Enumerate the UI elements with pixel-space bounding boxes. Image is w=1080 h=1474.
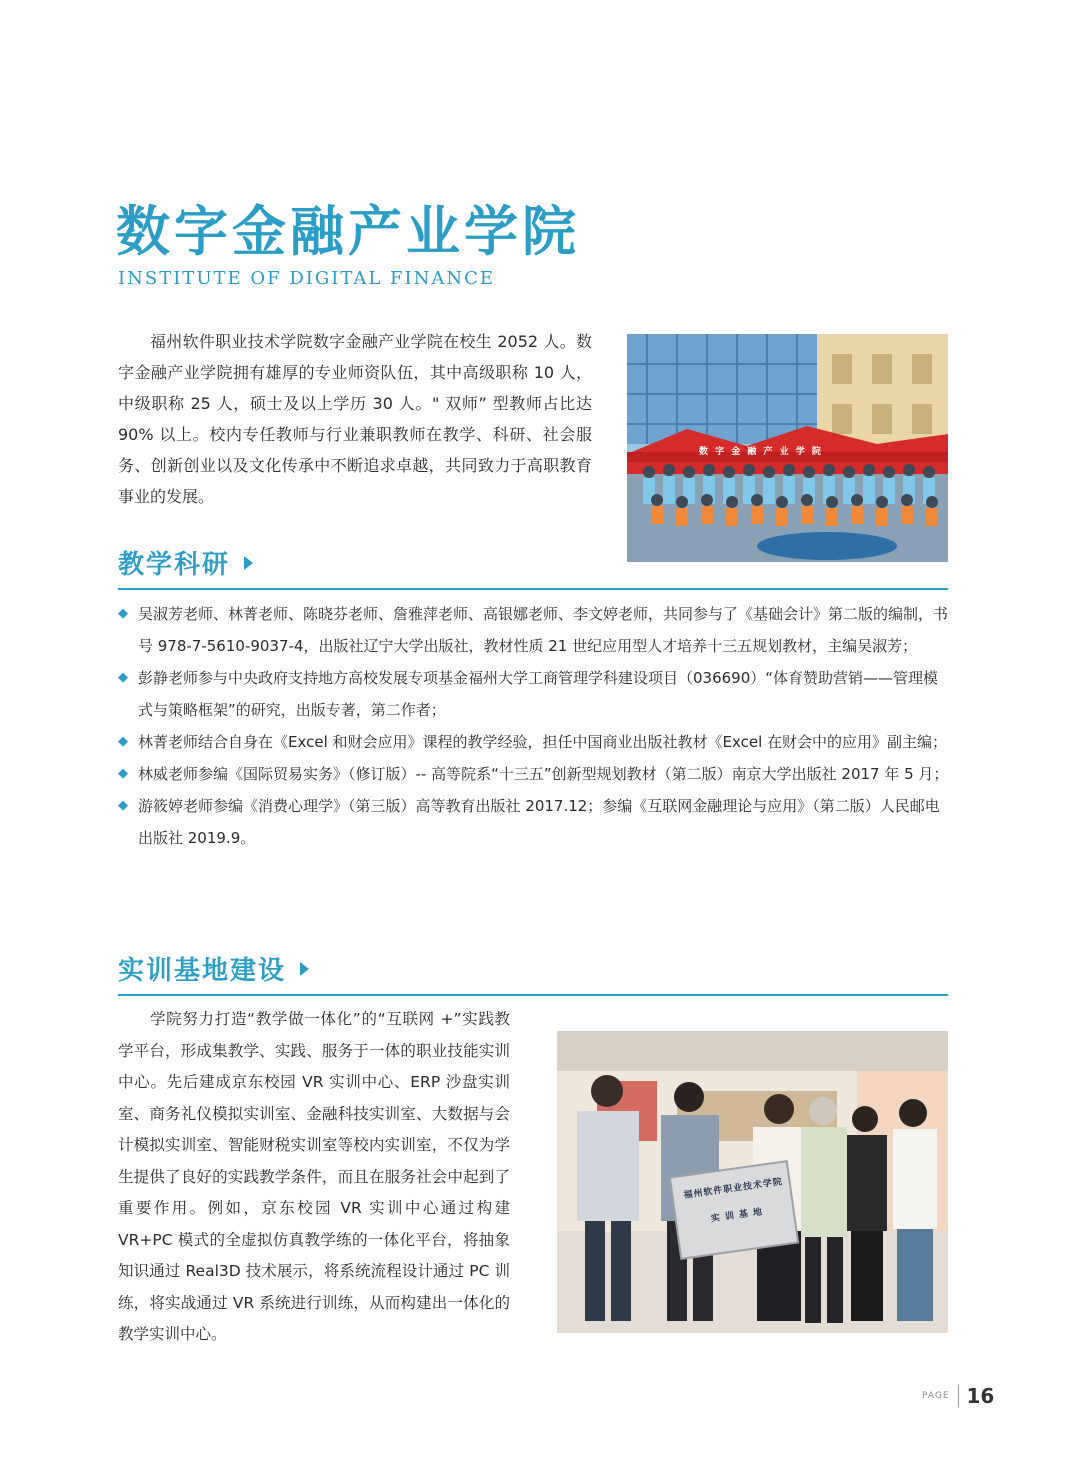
section-divider (118, 994, 948, 996)
page-number: 16 (966, 1384, 995, 1408)
research-list (118, 598, 950, 854)
plaque-line-1: 福州软件职业技术学院 (683, 1177, 784, 1202)
diamond-bullet-icon: ◆ (118, 606, 128, 621)
list-item-text: 林菁老师结合自身在《Excel 和财会应用》课程的教学经验，担任中国商业出版社教材《Excel 在财会中的应用》副主编； (138, 733, 948, 751)
group-photo (627, 334, 948, 562)
list-item (118, 598, 950, 662)
list-item-text: 游筱婷老师参编《消费心理学》（第三版）高等教育出版社 2017.12；参编《互联网金融理论与应用》（第二版）人民邮电出版社 2019.9。 (138, 797, 940, 847)
tent-banner-text: 数 字 金 融 产 业 学 院 (699, 447, 823, 457)
diamond-bullet-icon: ◆ (118, 734, 128, 749)
page-footer (922, 1384, 994, 1408)
list-item (118, 726, 950, 758)
section-heading-research (118, 544, 253, 581)
list-item (118, 662, 950, 726)
section-divider (118, 588, 948, 590)
list-item-text: 吴淑芳老师、林菁老师、陈晓芬老师、詹雅萍老师、高银娜老师、李文婷老师，共同参与了《基础会计》第二版的编制，书号 978-7-5610-9037-4，出版社辽宁大学出版社，教材性质 21 世纪应用型人才培养十三五规划教材，主编吴淑芳； (138, 605, 949, 655)
page-title: 数字金融产业学院 (116, 200, 580, 263)
list-item-text: 林威老师参编《国际贸易实务》（修订版）-- 高等院系“十三五”创新型规划教材（第二版）南京大学出版社 2017 年 5 月； (138, 765, 949, 783)
footer-separator (958, 1385, 959, 1407)
list-item (118, 790, 950, 854)
section-heading-training-label: 实训基地建设 (118, 956, 287, 986)
intro-paragraph: 福州软件职业技术学院数字金融产业学院在校生 2052 人。数字金融产业学院拥有雄厚的专业师资队伍，其中高级职称 10 人，中级职称 25 人，硕士及以上学历 30 人。" 双师” 型教师占比达 90% 以上。校内专任教师与行业兼职教师在教学、科研、社会服务、创新创业以及文化传承中不断追求卓越，共同致力于高职教育事业的发展。 (118, 332, 592, 506)
page-label: PAGE (922, 1391, 950, 1401)
diamond-bullet-icon: ◆ (118, 670, 128, 685)
section-heading-research-label: 教学科研 (118, 550, 231, 580)
section-heading-training (118, 950, 309, 987)
plaque-line-2: 实 训 基 地 (710, 1207, 764, 1225)
list-item-text: 彭静老师参与中央政府支持地方高校发展专项基金福州大学工商管理学科建设项目（036690）“体育赞助营销——管理模式与策略框架”的研究，出版专著，第二作者； (138, 669, 939, 719)
training-paragraph: 学院努力打造“教学做一体化”的“互联网 +”实践教学平台，形成集教学、实践、服务于一体的职业技能实训中心。先后建成京东校园 VR 实训中心、ERP 沙盘实训室、商务礼仪模拟实训室、金融科技实训室、大数据与会计模拟实训室、智能财税实训室等校内实训室，不仅为学生提供了良好的实践教学条件，而且在服务社会中起到了重要作用。例如，京东校园 VR 实训中心通过构建 VR+PC 模式的全虚拟仿真教学练的一体化平台，将抽象知识通过 Real3D 技术展示，将系统流程设计通过 PC 训练，将实战通过 VR 系统进行训练，从而构建出一体化的教学实训中心。 (118, 1010, 510, 1343)
triangle-right-icon (300, 962, 309, 976)
diamond-bullet-icon: ◆ (118, 798, 128, 813)
list-item (118, 758, 950, 790)
diamond-bullet-icon: ◆ (118, 766, 128, 781)
training-base-photo (557, 1031, 948, 1333)
triangle-right-icon (244, 556, 253, 570)
page-subtitle: INSTITUTE OF DIGITAL FINANCE (118, 268, 496, 289)
